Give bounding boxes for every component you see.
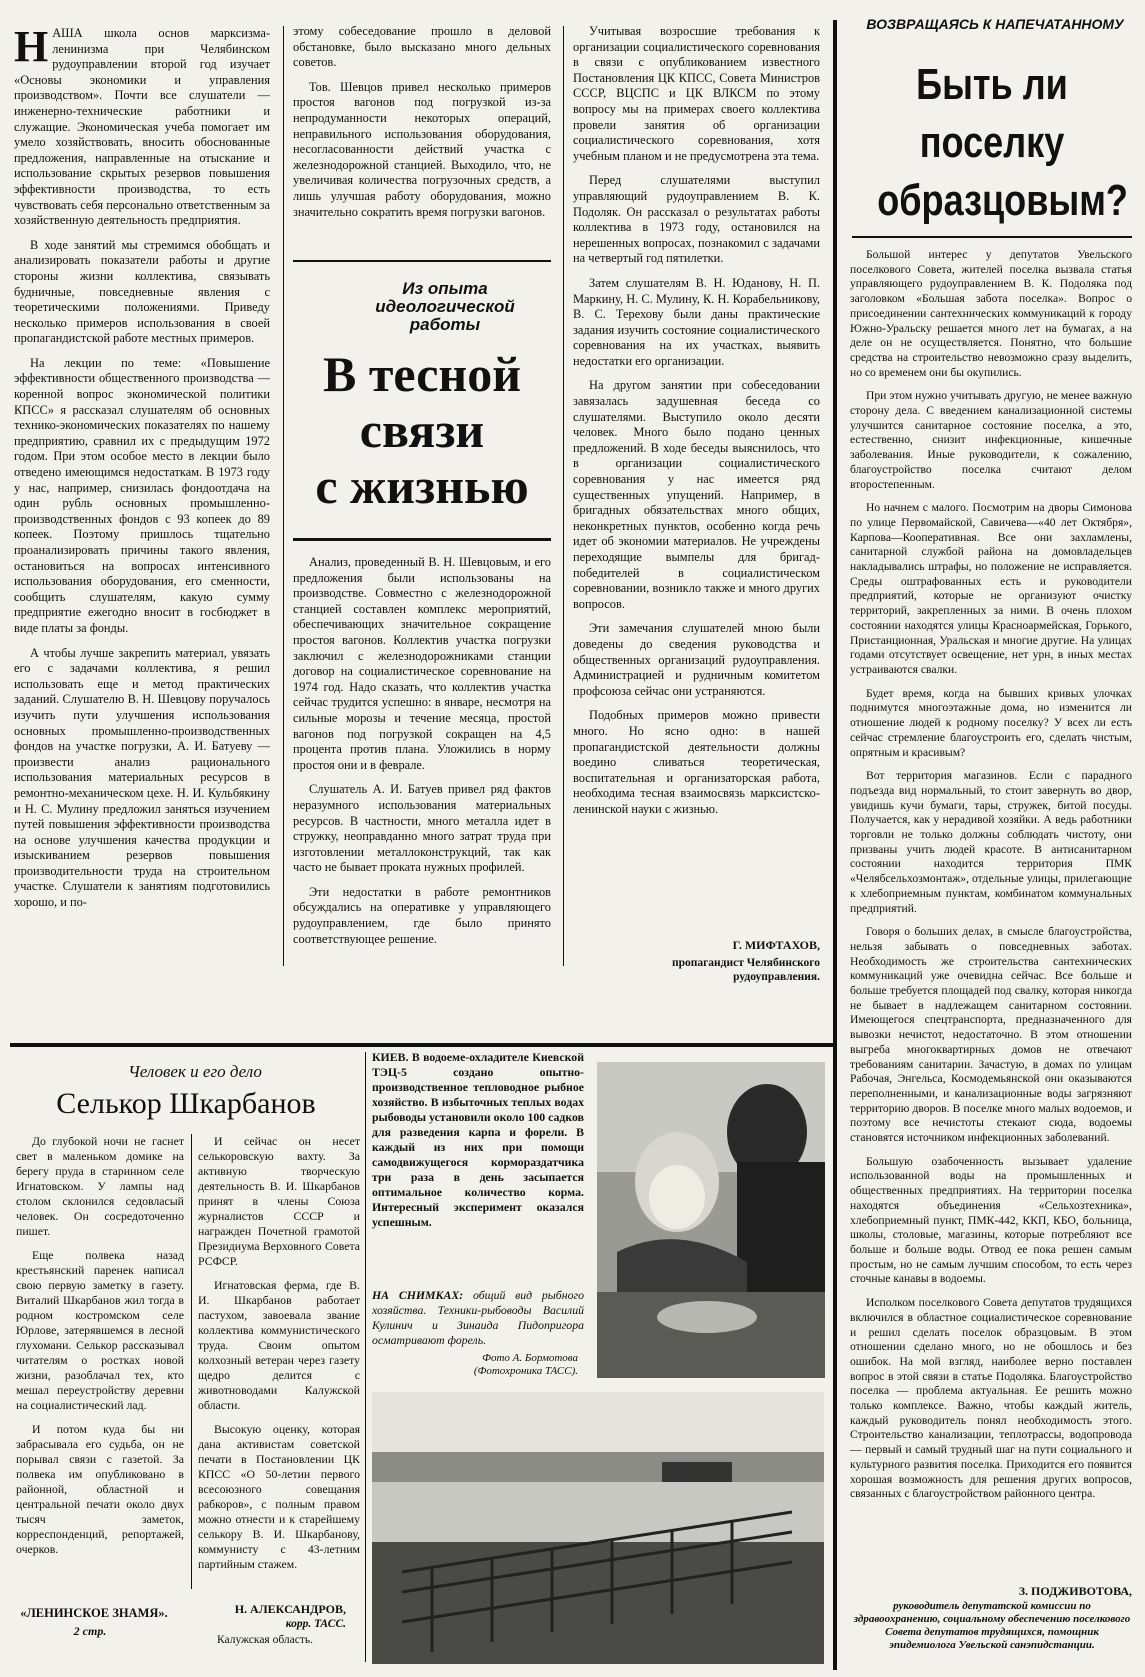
headline-rule-bottom (293, 538, 551, 541)
article-column-2-body (293, 555, 551, 967)
photo-image (372, 1392, 824, 1664)
section-rule (833, 20, 837, 1670)
article-kicker: Из опыта идеологической работы (375, 279, 515, 334)
paragraph: Перед слушателями выступил управляющий рудоуправлением В. К. Подоляк. Он рассказал о результатах работы коллектива в 1973 году, остановился на нерешенных вопросах, познакомил с задачами на четвертый год пятилетки. (573, 173, 820, 266)
author-role: корр. ТАСС. (285, 1618, 346, 1630)
paragraph: На другом занятии при собеседовании завязалась задушевная беседа со слушателями. Выступило около десяти человек. Много было подано ценных предложений. В ходе беседы выяснилось, что в организации социалистического соревнования у нас имеется ряд существенных упущений. Например, в бригадных обязательствах много общих, неконкретных пунктов, особенно когда речь идет об экономии материалов. Не учреждены переходящие вымпелы для бригад-победителей в социалистическом соревновании, возникло также и много других вопросов. (573, 378, 820, 611)
paragraph: До глубокой ночи не гаснет свет в маленьком домике на берегу пруда в старинном селе Игнатовском. У лампы над столом склонился седовласый человек. Он сосредоточенно пишет. (16, 1134, 184, 1238)
section-rule-horizontal (10, 1043, 833, 1047)
paragraph: Затем слушателям В. Н. Юданову, Н. П. Маркину, Н. С. Мулину, К. Н. Корабельникову, В. С. Терехову были даны практические задания изучить состояние социалистического соревнования на их участках, выявить недостатки его организации. (573, 275, 820, 368)
paragraph: В ходе занятий мы стремимся обобщать и анализировать показатели работы и другие стороны жизни коллектива, связывать будничные, повседневные явления с теоретическими положениями. Приведу несколько примеров использования в своей пропагандистской работе местных примеров. (14, 237, 270, 346)
paragraph: Эти недостатки в работе ремонтников обсуждались на оперативке у управляющего рудоуправлением, где было принято соответствующее решение. (293, 884, 551, 946)
headline-rule-top (293, 260, 551, 262)
paragraph: А чтобы лучше закрепить материал, увязать его с задачами коллектива, я решил использовать еще и метод практических заданий. Слушателю В. Н. Шевцову поручалось изучить пути улучшения использования основных промышленно-производственных фондов на участке погрузки, А. И. Батуеву — произвести анализ рационального использования материальных ресурсов в ремонтно-механическом цехе. Н. И. Кульбякину и Н. С. Мулину предложил заняться изучением путей повышения эффективности производства на основе улучшения качества продукции и изыскиванием резервов повышения производительности труда на строительном участке. Слушатели к занятиям подготовились хорошо, и по- (14, 645, 270, 910)
right-article-body (850, 248, 1132, 1578)
author-signature: Г. МИФТАХОВ, (732, 938, 820, 952)
headline-line: образцовым? (877, 176, 1128, 225)
author-signature: Н. АЛЕКСАНДРОВ, (234, 1602, 346, 1616)
paragraph: Говоря о больших делах, в смысле благоустройства, нельзя забывать о повседневных заботах. Необходимость же строительства сантехнических коммуникаций уже очевидна сейчас. Все больше и больше требуется площадей под свалку, которая никогда не бывает в надлежащем санитарном состоянии. Имеющегося спецтранспорта, предназначенного для вывозки нечистот, недостаточно. В этом отношении выгреба многоквартирных домов не отвечают требованиям санитарии. Зачастую, в домах по улицам Рабочая, Энгельса, Космодемьянской они оказываются переполненными, и канализационные воды загрязняют территорию дворов. В поселке много малых водоемов, и поэтому все нечистоты стекают сюда, водоемы становятся источником инфекционных заболеваний. (850, 925, 1132, 1145)
paragraph: При этом нужно учитывать другую, не менее важную сторону дела. С введением канализационной системы улучшится санитарное состояние поселка, а это, естественно, снизит инфекционные, кишечные заболевания. Иные руководители, к сожалению, благоустройство поселка считают делом второстепенным. (850, 389, 1132, 491)
paragraph: Вот территория магазинов. Если с парадного подъезда вид нормальный, то стоит завернуть во двор, увидишь кучи бумаги, тары, стружек, битой посуды. Получается, как у нерадивой хозяйки. А ведь работники торговли не только должны соблюдать чистоту, они призваны учить людей красоте. В антисанитарном состоянии находится территория ПМК «Челябсельхозмонтаж», отдельные улицы, прилегающие к хлебоприемным пунктам, комбинатом коммунальных предприятий. (850, 769, 1132, 915)
paragraph: Подобных примеров можно привести много. Но ясно одно: в нашей пропагандистской деятельности должны воедино сливаться теоретическая, воспитательная и организаторская работа, необходима тесная взаимосвязь марксистско-ленинской науки с жизнью. (573, 708, 820, 816)
author-signature: З. ПОДЖИВОТОВА, (1018, 1584, 1132, 1598)
source-footer: «ЛЕНИНСКОЕ ЗНАМЯ». (20, 1606, 168, 1620)
column-rule (365, 1052, 366, 1662)
photo-fish-farm-workers (597, 1062, 825, 1378)
article-column-1 (14, 26, 270, 970)
headline-line: В тесной (322, 346, 522, 402)
paragraph: На лекции по теме: «Повышение эффективности общественного производства — коренной вопрос экономической политики КПСС» я рассказал слушателям об основных технико-экономических показателях по нашему предприятию, сравнил их с предыдущим 1972 годом. При этом особое место в лекции было отведено имеющимся недостаткам. В 1973 году у нас, например, снизилась фондоотдача на один рубль основных промышленно-производственных фондов с 93 копеек до 89 копеек. Поэтому пришлось тщательно проанализировать причины такого явления, остановиться на вопросах интенсивного использования оборудования, его сменности, сообщить слушателям, какую сумму предприятие ежегодно вносит в госбюджет в виде платы за фонды. (14, 355, 270, 635)
paragraph: Эти замечания слушателей мною были доведены до сведения руководства и общественных организаций рудоуправления. Администрацией и рудничным комитетом профсоюза сейчас они устраняются. (573, 621, 820, 698)
article-headline (293, 346, 551, 514)
sub-kicker: Человек и его дело (128, 1062, 262, 1081)
paragraph: Анализ, проведенный В. Н. Шевцовым, и его предложения были использованы на производстве. Совместно с железнодорожной станцией составлен комплекс мероприятий, обеспечивающих значительное сокращение простоя вагонов. Коллектив участка погрузки заключил с железнодорожниками станции договор на социалистическое соревнование на 1974 год. Надо сказать, что коллектив участка сейчас трудится успешно: в январе, несмотря на сильные морозы и течение месяца, простой вагонов под погрузкой сокращен на 4,5 процента против плана. Уложились в норму простоя они и в феврале. (293, 555, 551, 772)
column-rule (563, 26, 564, 966)
paragraph: Большую озабоченность вызывает удаление использованной воды на промышленных и общественных предприятиях. На территории поселка находятся объединения «Сельхозтехника», хлебоприемный пункт, ПМК-442, ККП, КБО, больница, школы, столовые, магазины, которые потребляют все больше и больше воды. Отвод ее пока решен самым простым, но не самым лучшим способом, то есть через сточные канавы в водоемы. (850, 1154, 1132, 1286)
paragraph: АША школа основ марксизма-ленинизма при Челябинском рудоуправлении второй год изучает «Основы экономики и управления производством». Почти все слушатели — инженерно-технические работники и служащие. Экономическая учеба помогает им умело хозяйствовать, вносить обоснованные предложения, направленные на отыскание и использование скрытых резервов повышения эффективности производства, то есть чувствовать себя персонально ответственным за хозяйственную деятельность предприятия. (14, 26, 270, 228)
photo-credit: Фото А. Бормотова (482, 1352, 578, 1364)
sub-article-col-b (198, 1134, 360, 1594)
paragraph: Высокую оценку, которая дана активистам советской печати в Постановлении ЦК КПСС «О 50-летии первого всесоюзного совещания рабкоров», с полным правом можно отнести и к старейшему селькору В. И. Шкарбанову, коммунисту с 43-летним партийным стажем. (198, 1422, 360, 1571)
paragraph: Слушатель А. И. Батуев привел ряд фактов неразумного использования материальных ресурсов. В частности, много металла идет в стружку, неоправданно много затрат труда при изготовлении металлоконструкций, так как часто не бывает проката нужных профилей. (293, 782, 551, 875)
paragraph: И сейчас он несет селькоровскую вахту. За активную творческую деятельность В. И. Шкарбанов принят в члены Союза журналистов СССР и награжден Почетной грамотой Президиума Верховного Совета РСФСР. (198, 1134, 360, 1268)
paragraph: Игнатовская ферма, где В. И. Шкарбанов работает пастухом, завоевала звание коллектива коммунистического труда. Своим опытом колхозный ветеран через газету щедро делится с животноводами Калужской области. (198, 1278, 360, 1412)
right-kicker: ВОЗВРАЩАЯСЬ К НАПЕЧАТАННОМУ (866, 16, 1124, 32)
sub-headline: Селькор Шкарбанов (56, 1087, 316, 1120)
paragraph: КИЕВ. В водоеме-охладителе Киевской ТЭЦ-5 создано опытно-производственное тепловодное рыбное хозяйство. В избыточных теплых водах рыбоводы установили около 100 садков для разведения карпа и форели. В каждый из них при помощи самодвижущегося кормораздатчика три раза в день засыпается оптимальное количество корма. Интересный эксперимент оказался успешным. (372, 1050, 584, 1229)
paragraph: Большой интерес у депутатов Увельского поселкового Совета, жителей поселка вызвала статья управляющего рудоуправлением В. К. Подоляка под заголовком «Большая забота поселка». Вопрос о присоединении сантехнических коммуникаций к городу Южно-Уральску решается много лет на бумагах, а на деле он не осуществляется. Понятно, что большие средства на строительство невозможно сразу выделить, но со временем они бы окупились. (850, 248, 1132, 379)
caption-label: НА СНИМКАХ: (372, 1288, 464, 1302)
column-rule (283, 26, 284, 966)
right-headline (877, 56, 1128, 230)
author-role: пропагандист Челябинского рудоуправления. (671, 957, 820, 983)
headline-rule (852, 236, 1132, 238)
author-place: Калужская область. (217, 1634, 313, 1646)
column-rule (191, 1134, 192, 1589)
article-column-2 (293, 24, 551, 256)
photo-agency: (Фотохроника ТАСС). (473, 1365, 578, 1377)
sub-article-col-a (16, 1134, 184, 1589)
caption-text: общий вид рыбного хозяйства. Техники-рыбоводы Василий Кулинич и Зинаида Пидопригора осматривают форель. (372, 1288, 584, 1347)
photo-fish-farm-general (372, 1392, 824, 1664)
source-page: 2 стр. (73, 1624, 107, 1638)
paragraph: Еще полвека назад крестьянский паренек написал свою первую заметку в газету. Виталий Шкарбанов жил тогда в родном костромском селе Юрлове, затерявшемся в лесной глухомани. Селькор рассказывал читателям о ростках новой жизни, разоблачал тех, кто мешал переустройству деревни на социалистический лад. (16, 1248, 184, 1412)
paragraph: этому собеседование прошло в деловой обстановке, было высказано много дельных советов. (293, 24, 551, 70)
article-column-3 (573, 24, 820, 929)
photo-image (597, 1062, 825, 1378)
paragraph: Будет время, когда на бывших кривых улочках поднимутся многоэтажные дома, но изменится ли отношение людей к родному поселку? У всех ли есть сейчас стремление благоустроить его, сделать чистым, опрятным и красивым? (850, 686, 1132, 759)
paragraph: И потом куда бы ни забрасывала его судьба, он не порывал связи с газетой. За полвека им опубликовано в районной, областной и центральной печати около двух тысяч заметок, корреспонденций, репортажей, очерков. (16, 1422, 184, 1556)
headline-line: с жизнью (315, 458, 529, 514)
headline-line: Быть ли (916, 60, 1068, 109)
paragraph: Тов. Шевцов привел несколько примеров простоя вагонов под погрузкой из-за непродуманности некоторых операций, неправильного использования оборудования, несогласованности действий участка с железнодорожной станцией. Выходило, что, не увеличивая количества погрузочных средств, а лишь улучшая работу оборудования, можно значительно сократить время погрузки вагонов. (293, 79, 551, 219)
author-role: руководитель депутатской комиссии по здравоохранению, социальному обеспечению поселкового Совета депутатов трудящихся, помощник эпидемиолога Увельской санэпидстанции. (853, 1600, 1131, 1651)
paragraph: Исполком поселкового Совета депутатов трудящихся включился в областное социалистическое соревнование и решил сделать поселок образцовым. В этом отношении сделано много, но не обошлось и без ошибок. На мой взгляд, наиболее верно поставлен вопрос в этой связи в статье Подоляка. Благоустройство поселка — проблема актуальная. Ее решить можно только комплексе. Важно, чтобы каждый житель, каждый руководитель понял необходимость этого. Строительство канализации, теплотрассы, водопровода — первый и самый трудный шаг на пути социального и культурного развития поселка. Приходится его появится хорошая возможность для решения других вопросов, связанных с благоустройством районного центра. (850, 1296, 1132, 1501)
paragraph: Но начнем с малого. Посмотрим на дворы Симонова по улице Первомайской, Савичева—«40 лет Октября», Карпова—Кооперативная. Все они захламлены, санитарной службой района на домовладельцев накладывались штрафы, но положение не исправляется. Среды оштрафованных есть и руководители предприятий, которые не организуют очистку территорий, закрепленных за ними. В очень плохом состоянии находятся улицы Красноармейская, Горького, Пристанционная, Уральская и многие другие. На улицах годами отсутствует освещение, нет урн, в иных местах устраиваются свалки. (850, 501, 1132, 676)
headline-line: связи (359, 402, 485, 458)
dropcap: Н (14, 26, 49, 71)
photo-caption (372, 1288, 584, 1348)
news-item (372, 1050, 584, 1290)
headline-line: поселку (919, 118, 1065, 167)
paragraph: Учитывая возросшие требования к организации социалистического соревнования в связи с опубликованием известного Постановления ЦК КПСС, Совета Министров СССР, ВЦСПС и ЦК ВЛКСМ по этому вопросу мы на примерах своего коллектива провели занятия об организации социалистического соревнования, хотя учебным планом и не предусмотрена эта тема. (573, 24, 820, 163)
